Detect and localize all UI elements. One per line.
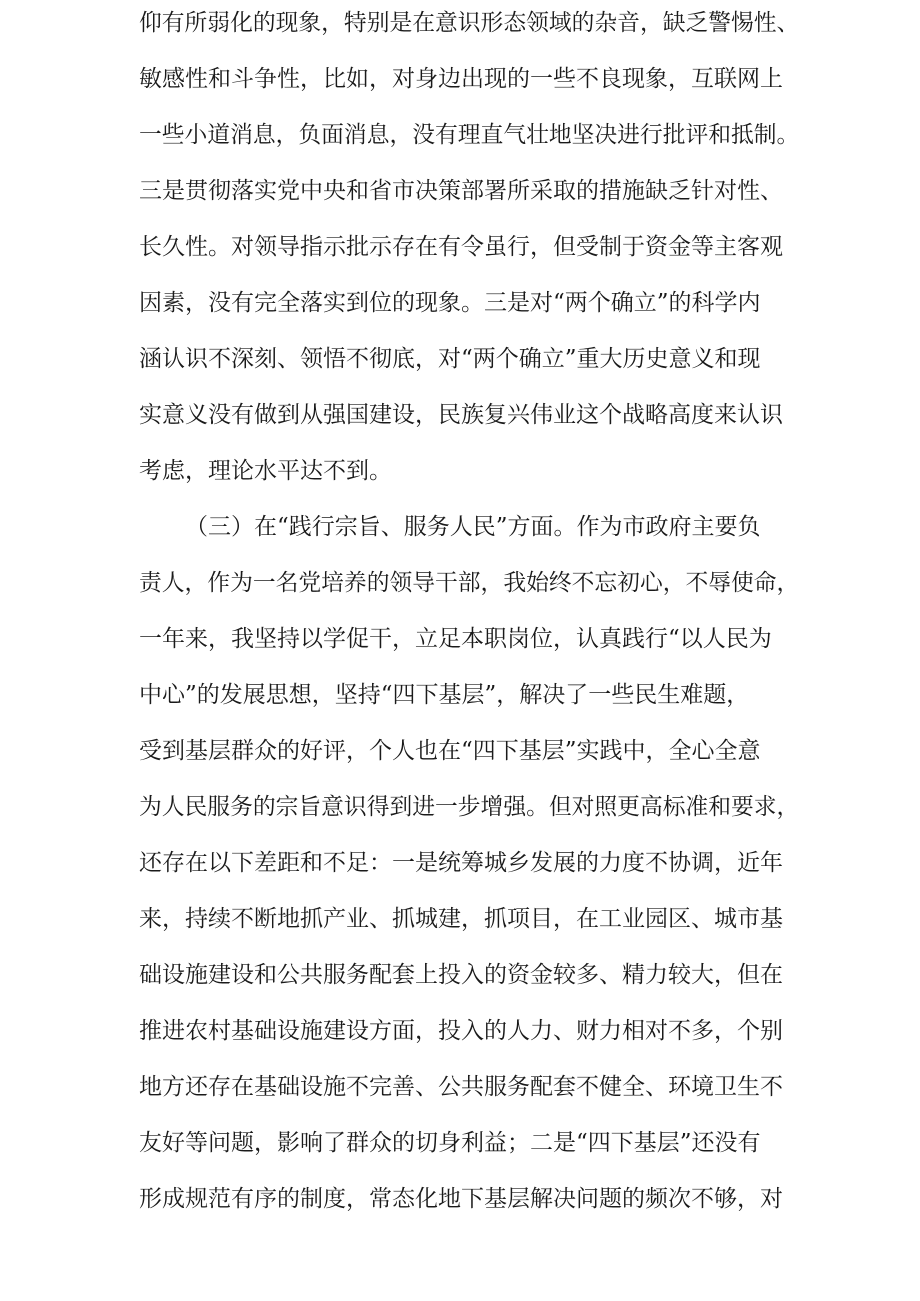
paragraph-2-line-13: 形成规范有序的制度，常态化地下基层解决问题的频次不够，对 [139,1186,783,1212]
paragraph-2-line-10: 推进农村基础设施建设方面，投入的人力、财力相对不多，个别 [139,1018,783,1044]
paragraph-2-line-8: 来，持续不断地抓产业、抓城建，抓项目，在工业园区、城市基 [139,906,783,932]
paragraph-2-line-6: 为人民服务的宗旨意识得到进一步增强。但对照更高标准和要求， [139,794,800,820]
paragraph-1-line-4: 三是贯彻落实党中央和省市决策部署所采取的措施缺乏针对性、 [139,178,783,204]
paragraph-2-line-1: （三）在“践行宗旨、服务人民”方面。作为市政府主要负 [185,514,761,540]
paragraph-2-line-9: 础设施建设和公共服务配套上投入的资金较多、精力较大，但在 [139,962,783,988]
paragraph-2-line-11: 地方还存在基础设施不完善、公共服务配套不健全、环境卫生不 [139,1074,783,1100]
paragraph-1-line-9: 考虑，理论水平达不到。 [139,458,392,484]
paragraph-2-line-2: 责人，作为一名党培养的领导干部，我始终不忘初心，不辱使命， [139,570,800,596]
paragraph-1-line-2: 敏感性和斗争性，比如，对身边出现的一些不良现象，互联网上 [139,66,783,92]
paragraph-1-line-5: 长久性。对领导指示批示存在有令虽行，但受制于资金等主客观 [139,234,783,260]
paragraph-1-line-3: 一些小道消息，负面消息，没有理直气壮地坚决进行批评和抵制。 [139,122,800,148]
paragraph-1-line-7: 涵认识不深刻、领悟不彻底，对“两个确立”重大历史意义和现 [139,346,761,372]
paragraph-1-line-8: 实意义没有做到从强国建设，民族复兴伟业这个战略高度来认识 [139,402,783,428]
paragraph-2-line-5: 受到基层群众的好评，个人也在“四下基层”实践中，全心全意 [139,738,761,764]
paragraph-2-line-7: 还存在以下差距和不足：一是统筹城乡发展的力度不协调，近年 [139,850,783,876]
paragraph-1-line-1: 仰有所弱化的现象，特别是在意识形态领域的杂音，缺乏警惕性、 [139,10,800,36]
paragraph-2-line-4: 中心”的发展思想，坚持“四下基层”，解决了一些民生难题， [139,682,750,708]
paragraph-2-line-12: 友好等问题，影响了群众的切身利益；二是“四下基层”还没有 [139,1130,761,1156]
paragraph-1-line-6: 因素，没有完全落实到位的现象。三是对“两个确立”的科学内 [139,290,761,316]
paragraph-2-line-3: 一年来，我坚持以学促干，立足本职岗位，认真践行“以人民为 [139,626,772,652]
